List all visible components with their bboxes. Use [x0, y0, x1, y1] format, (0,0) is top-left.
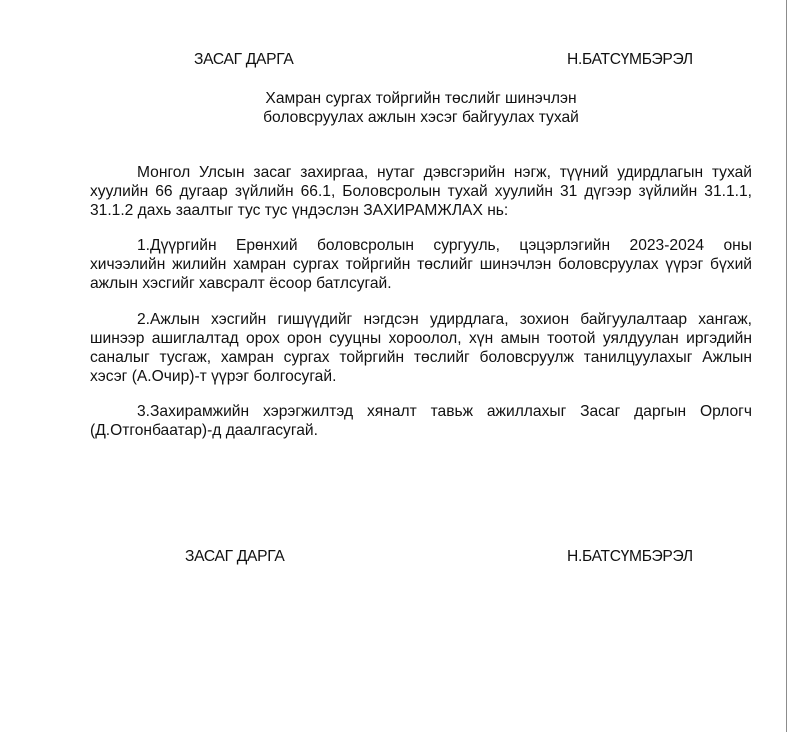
document-title	[90, 89, 752, 127]
paragraph-line: Монгол Улсын засаг захиргаа, нутаг дэвсгэрийн нэгж, түүний удирдлагын тухай	[137, 164, 752, 181]
paragraph-line: саналыг тусгаж, хамран сургах тойргийн төслийг боловсруулж танилцуулахыг Ажлын	[90, 349, 752, 366]
document-title-line-1: Хамран сургах тойргийн төслийг шинэчлэн	[265, 90, 577, 107]
paragraph-line: хуулийн 66 дугаар зүйлийн 66.1, Боловсролын тухай хуулийн 31 дүгээр зүйлийн 31.1.1,	[90, 183, 752, 200]
paragraph-line: шинээр ашиглалтад орох орон сууцны хороолол, хүн амын тоотой уялдуулан иргэдийн	[90, 330, 752, 347]
signature-title: ЗАСАГ ДАРГА	[194, 51, 294, 68]
paragraph-line: 1.Дүүргийн Ерөнхий боловсролын сургууль, цэцэрлэгийн 2023-2024 оны	[137, 237, 752, 254]
paragraph-line: 31.1.2 дахь заалтыг тус тус үндэслэн ЗАХИРАМЖЛАХ нь:	[90, 202, 509, 219]
clause-3-paragraph	[90, 402, 752, 440]
signature-name: Н.БАТСҮМБЭРЭЛ	[567, 51, 693, 68]
preamble-paragraph	[90, 163, 752, 220]
paragraph-line: ажлын хэсгийг хавсралт ёсоор батлсугай.	[90, 275, 392, 292]
paragraph-line: 3.Захирамжийн хэрэгжилтэд хяналт тавьж ажиллахыг Засаг даргын Орлогч	[137, 403, 752, 420]
paragraph-line: 2.Ажлын хэсгийн гишүүдийг нэгдсэн удирдлага, зохион байгуулалтаар хангаж,	[137, 311, 752, 328]
paragraph-line: хэсэг (А.Очир)-т үүрэг болгосугай.	[90, 368, 337, 385]
clause-1-paragraph	[90, 236, 752, 293]
paragraph-line: (Д.Отгонбаатар)-д даалгасугай.	[90, 422, 318, 439]
signature-block-top	[0, 51, 788, 71]
signature-block-bottom	[0, 548, 788, 568]
paragraph-line: хичээлийн жилийн хамран сургах тойргийн төслийг шинэчлэн боловсруулах үүрэг бүхий	[90, 256, 752, 273]
signature-title: ЗАСАГ ДАРГА	[185, 548, 285, 565]
signature-name: Н.БАТСҮМБЭРЭЛ	[567, 548, 693, 565]
page-right-border	[786, 0, 787, 732]
clause-2-paragraph	[90, 310, 752, 386]
document-title-line-2: боловсруулах ажлын хэсэг байгуулах тухай	[263, 109, 579, 126]
